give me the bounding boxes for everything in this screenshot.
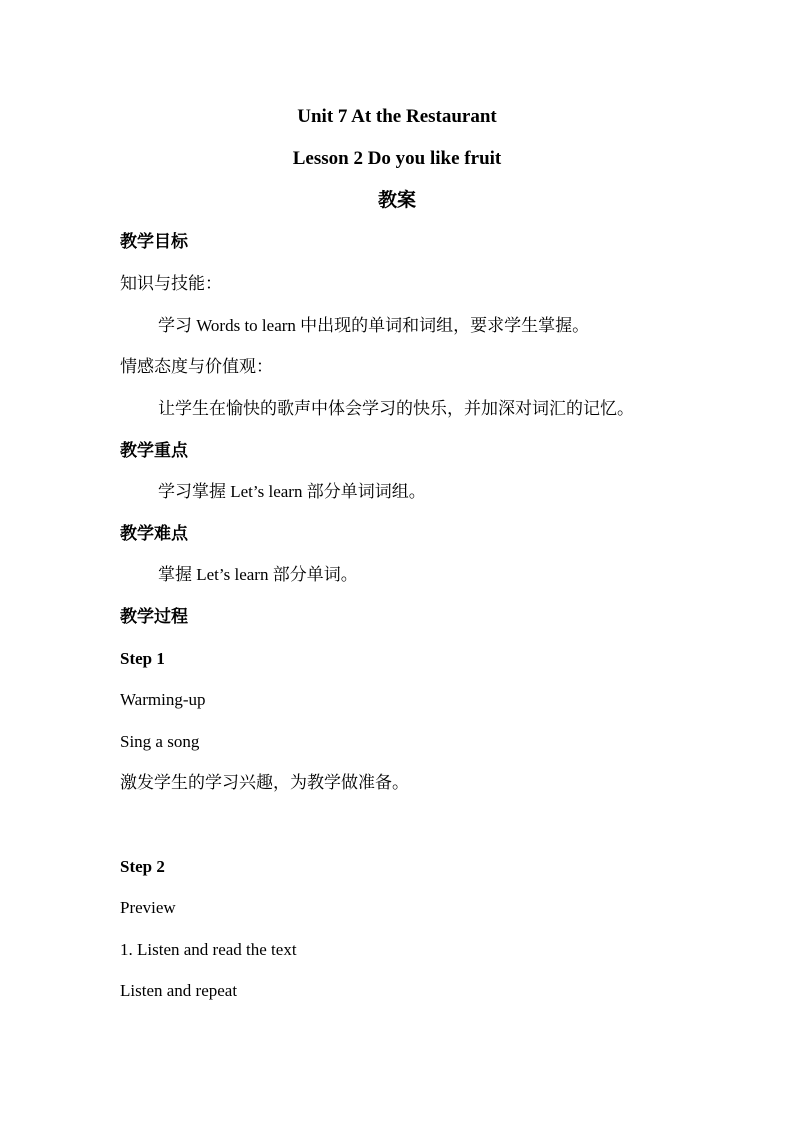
- key-points-text: 学习掌握 Let’s learn 部分单词词组。: [158, 482, 426, 501]
- objectives-heading: 教学目标: [120, 232, 188, 251]
- document-subtitle: Lesson 2 Do you like fruit: [292, 148, 502, 169]
- step1-line2: Sing a song: [120, 732, 200, 751]
- document-title: Unit 7 At the Restaurant: [297, 106, 497, 127]
- key-points-heading: 教学重点: [120, 441, 188, 460]
- step1-label: Step 1: [120, 649, 165, 668]
- step2-line2: 1. Listen and read the text: [120, 940, 297, 959]
- step1-line1: Warming-up: [120, 690, 206, 709]
- process-heading: 教学过程: [120, 607, 188, 626]
- difficulties-heading: 教学难点: [120, 524, 188, 543]
- document-heading: 教案: [377, 190, 416, 211]
- knowledge-label: 知识与技能：: [120, 274, 222, 293]
- step2-label: Step 2: [120, 857, 165, 876]
- step1-line3: 激发学生的学习兴趣，为教学做准备。: [120, 773, 409, 792]
- emotion-label: 情感态度与价值观：: [120, 357, 273, 376]
- emotion-text: 让学生在愉快的歌声中体会学习的快乐，并加深对词汇的记忆。: [158, 399, 634, 418]
- step2-line3: Listen and repeat: [120, 981, 238, 1000]
- knowledge-text: 学习 Words to learn 中出现的单词和词组，要求学生掌握。: [158, 316, 590, 335]
- difficulties-text: 掌握 Let’s learn 部分单词。: [158, 565, 358, 584]
- step2-line1: Preview: [120, 898, 176, 917]
